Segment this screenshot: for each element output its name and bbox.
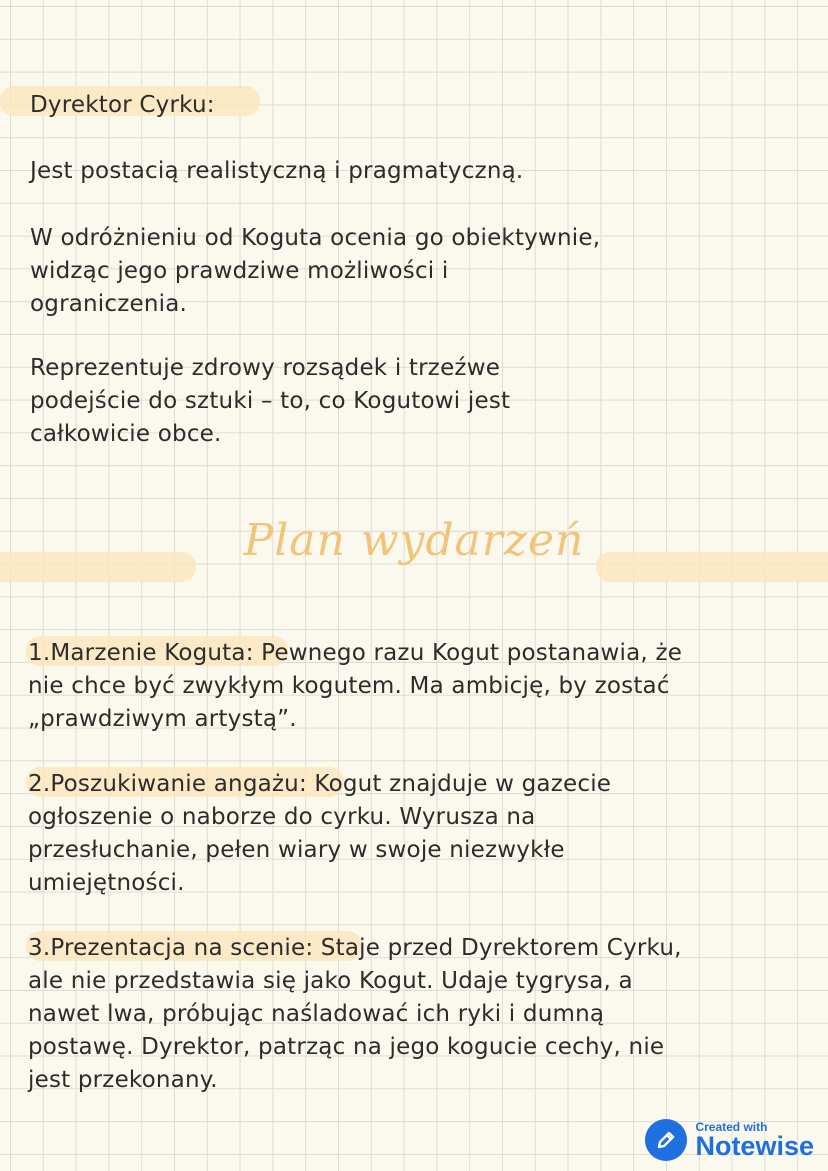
notewise-badge[interactable] — [645, 1119, 814, 1161]
event-label-2: 2.Poszukiwanie angażu: — [28, 771, 307, 797]
event-item-3 — [28, 932, 788, 1097]
event-text-2: Kogut znajduje w gazecie ogłoszenie o naborze do cyrku. Wyrusza na przesłuchanie, pełen wiary w swoje niezwykłe umiejętności. — [28, 771, 612, 896]
event-item-2 — [28, 768, 788, 900]
paragraph-2: W odróżnieniu od Koguta ocenia go obiektywnie, widząc jego prawdziwe możliwości i ograniczenia. — [30, 225, 601, 317]
section-title: Dyrektor Cyrku: — [30, 92, 215, 118]
badge-small-text: Created with — [695, 1119, 768, 1134]
badge-text — [695, 1121, 814, 1160]
paragraph-3: Reprezentuje zdrowy rozsądek i trzeźwe podejście do sztuki – to, co Kogutowi jest całkowicie obce. — [30, 355, 511, 447]
paragraph-1: Jest postacią realistyczną i pragmatyczną. — [30, 158, 524, 184]
badge-brand-text: Notewise — [695, 1130, 814, 1161]
event-label-1: 1.Marzenie Koguta: — [28, 640, 254, 666]
pen-icon — [645, 1119, 687, 1161]
section-heading: Plan wydarzeń — [243, 515, 585, 566]
event-label-3: 3.Prezentacja na scenie: — [28, 935, 314, 961]
event-text-3: Staje przed Dyrektorem Cyrku, ale nie przedstawia się jako Kogut. Udaje tygrysa, a nawet lwa, próbując naśladować ich ryki i dumną postawę. Dyrektor, patrząc na jego kogucie cechy, nie jest przekonany. — [28, 935, 682, 1093]
event-text-1: Pewnego razu Kogut postanawia, że nie chce być zwykłym kogutem. Ma ambicję, by zostać „prawdziwym artystą”. — [28, 640, 683, 732]
event-item-1 — [28, 637, 788, 736]
